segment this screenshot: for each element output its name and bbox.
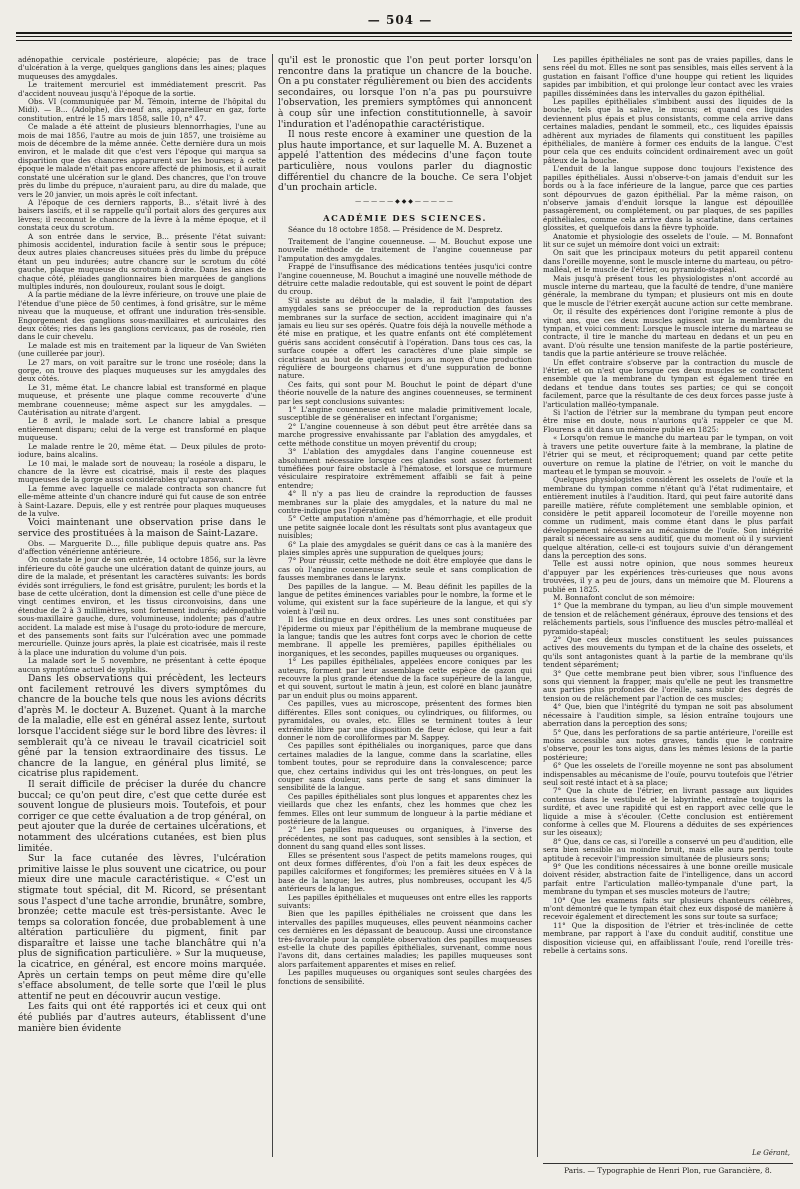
paragraph: 3° Que cette membrane peut bien vibrer, sous l'influence des sons qui viennent la frapper, mais qu'elle ne peut les transmettre aux parties plus profondes de l'oreille, sans subir des degrés de tension ou de relâchement par l'action de ces muscles; xyxy=(543,668,793,703)
paragraph: S'il assiste au début de la maladie, il fait l'amputation des amygdales sans se préoccuper de la reproduction des fausses membranes sur la surface de section, accident imaginaire qui n'a jamais eu lieu sur ses opérés. Quatre fois déjà la nouvelle méthode a été mise en pratique, et les quatre enfants ont été complétement guéris sans accident consécutif à l'opération. Dans tous ces cas, la surface coupée a offert les caractères d'une plaie simple se cicatrisant au bout de quelques jours au moyen d'une production régulière de bourgeons charnus et d'une suppuration de bonne nature. xyxy=(278,295,532,381)
paragraph: Quelques physiologistes considèrent les osselets de l'ouïe et la membrane du tympan comme n'étant qu'à l'état rudimentaire, et entièrement inutiles à l'audition. Itard, qui peut faire autorité dans pareille matière, réfute complétement une semblable opinion, et considère le petit appareil locomoteur de l'oreille moyenne non comme un rudiment, mais comme étant dans le plus parfait développement nécessaire au mécanisme de l'ouïe. Son intégrité paraît si nécessaire au sens auditif, que du moment où il y survient quelque altération, celle-ci est toujours suivie d'un dérangement dans la perception des sons. xyxy=(543,475,793,560)
paragraph: Les faits qui ont été rapportés ici et ceux qui ont été publiés par d'autres auteurs, établissent d'une manière bien évidente xyxy=(18,1002,266,1034)
section-heading: ACADÉMIE DES SCIENCES. xyxy=(323,213,487,224)
paragraph: L'enduit de la langue suppose donc toujours l'existence des papilles épithéliales. Aussi n'observe-t-on jamais d'enduit sur les bords ou à la face inférieure de la langue, parce que ces parties sont dépourvues de gazon épithélial. Par la même raison, on n'observe jamais d'enduit lorsque la langue est dépouillée passagèrement, ou complétement, ou par plaques, de ses papilles épithéliales, comme cela arrive dans la scarlatine, dans certaines glossites, et quelquefois dans la fièvre typhoïde. xyxy=(543,164,793,233)
page-number: — 504 — xyxy=(367,13,433,27)
paragraph: adénopathie cervicale postérieure, alopécie; pas de trace d'ulcération à la verge, quelques ganglions dans les aines; plaques muqueuses des amygdales. xyxy=(18,56,266,81)
paragraph: Telle est aussi notre opinion, que nous sommes heureux d'appuyer par les expériences très-curieuses que nous avons trouvées, il y a peu de jours, dans un mémoire que M. Flourens a publié en 1825. xyxy=(543,559,793,594)
paragraph: A l'époque de ces derniers rapports, B... s'était livré à des baisers lascifs, et il se rappelle qu'il portait alors des gerçures aux lèvres; il reconnut le chancre de la lèvre à la même époque, et il constata ceux du scrotum. xyxy=(18,197,266,233)
paragraph: Il serait difficile de préciser la durée du chancre buccal; ce qu'on peut dire, c'est que cette durée est souvent longue de plusieurs mois. Toutefois, et pour corriger ce que cette évaluation a de trop général, on peut ajouter que la durée de certaines ulcérations, et notamment des ulcérations cutanées, est bien plus limitée. xyxy=(18,779,266,854)
column-divider-1 xyxy=(272,54,273,1157)
column-3 xyxy=(543,56,793,1145)
manager-signature: Le Gérant, xyxy=(752,1149,790,1157)
paragraph: Anatomie et physiologie des osselets de l'ouïe. — M. Bonnafont lit sur ce sujet un mémoire dont voici un extrait: xyxy=(543,231,793,249)
paragraph: Si l'action de l'étrier sur la membrane du tympan peut encore être mise en doute, nous n'aurions qu'à rappeler ce que M. Flourens a dit dans un mémoire publié en 1825: xyxy=(543,408,793,434)
paragraph: Le 8 avril, le malade sort. Le chancre labial a presque entièrement disparu; celui de la verge est transformé en plaque muqueuse. xyxy=(18,416,266,443)
column-divider-2 xyxy=(537,54,538,1157)
paragraph: Ces papilles sont épithéliales ou inorganiques, parce que dans certaines maladies de la langue, comme dans la scarlatine, elles tombent toutes, pour se reproduire dans la convalescence; parce que, chez certains individus qui les ont très-longues, on peut les couper sans douleur, sans perte de sang et sans diminuer la sensibilité de la langue. xyxy=(278,741,532,793)
paragraph: 1° Que la membrane du tympan, au lieu d'un simple mouvement de tension et de relâchement généraux, éprouve des tensions et des relâchements partiels, sous l'influence des muscles pétro-malléal et pyramido-stapéal; xyxy=(543,601,793,636)
paragraph: Or, il résulte des expériences dont l'origine remonte à plus de vingt ans, que ces deux muscles agissent sur la membrane du tympan, et voici comment: Lorsque le muscle interne du marteau se contracte, il tire le manche du marteau en dedans et un peu en avant. D'où résulte une tension manifeste de la partie postérieure, tandis que la partie antérieure se trouve relâchée. xyxy=(543,307,793,359)
paragraph: 5° Que, dans les perforations de sa partie antérieure, l'oreille est moins accessible aux notes graves, tandis que le contraire s'observe, pour les tons aigus, dans les mêmes lésions de la partie postérieure; xyxy=(543,727,793,762)
paragraph: Sur la face cutanée des lèvres, l'ulcération primitive laisse le plus souvent une cicatrice, ou pour mieux dire une macule caractéristique. « C'est un stigmate tout spécial, dit M. Ricord, se présentant sous l'aspect d'une tache arrondie, brunâtre, sombre, bronzée; cette macule est très-persistante. Avec le temps sa coloration foncée, due probablement à une altération particulière du pigment, finit par disparaître et laisse une tache blanchâtre qui n'a plus de signification particulière. » Sur la muqueuse, la cicatrice, en général, est encore moins marquée. Après un certain temps on peut même dire qu'elle s'efface absolument, de telle sorte que l'œil le plus attentif ne peut en découvrir aucun vestige. xyxy=(18,854,266,1002)
paragraph: La malade sort le 5 novembre, ne présentant à cette époque aucun symptôme actuel de syphilis. xyxy=(18,656,266,674)
paragraph: Obs. VI (communiquée par M. Témoin, interne de l'hôpital du Midi). — B... (Adolphe), dix-neuf ans, appareilleur en gaz, forte constitution, entré le 15 mars 1858, salle 10, n° 47. xyxy=(18,97,266,123)
paragraph: 7° Que la chute de l'étrier, en livrant passage aux liquides contenus dans le vestibule et le labyrinthe, entraîne toujours la surdité, et avec une rapidité qui est en rapport avec celle que le liquide a mise à s'écouler. (Cette conclusion est entièrement conforme à celles que M. Flourens a déduites de ses expériences sur les oiseaux); xyxy=(543,786,793,838)
paragraph: Il nous reste encore à examiner une question de la plus haute importance, et sur laquelle M. A. Buzenet a appelé l'attention des médecins d'une façon toute particulière, nous voulons parler du diagnostic différentiel du chancre de la bouche. Ce sera l'objet d'un prochain article. xyxy=(278,130,532,194)
column-1 xyxy=(18,56,266,1161)
paragraph: La femme avec laquelle ce malade contracta son chancre fut elle-même atteinte d'un chancre induré qui fut cause de son entrée à Saint-Lazare. Depuis, elle y est rentrée pour plaques muqueuses de la vulve. xyxy=(18,483,266,518)
paragraph: Voici maintenant une observation prise dans le service des prostituées à la maison de Saint-Lazare. xyxy=(18,518,266,539)
paragraph: Les papilles épithéliales et muqueuses ont entre elles les rapports suivants: xyxy=(278,892,532,911)
paragraph: « Lorsqu'on remue le manche du marteau par le tympan, on voit à travers une petite ouverture faite à la membrane, la platine de l'étrier qui se meut, et réciproquement; quand par cette petite ouverture on remue la platine de l'étrier, on voit le manche du marteau et le tympan se mouvoir. » xyxy=(543,433,793,476)
paragraph: Traitement de l'angine couenneuse. — M. Bouchut expose une nouvelle méthode de traitement de l'angine couenneuse par l'amputation des amygdales. xyxy=(278,236,532,263)
paragraph: Ces faits, qui sont pour M. Bouchut le point de départ d'une théorie nouvelle de la nature des angines couenneuses, se terminent par les sept conclusions suivantes: xyxy=(278,379,532,406)
paragraph: Le malade rentre le 20, même état. — Deux pilules de proto-iodure, bains alcalins. xyxy=(18,441,266,460)
paragraph: 6° Que les osselets de l'oreille moyenne ne sont pas absolument indispensables au mécanisme de l'ouïe, pourvu toutefois que l'étrier seul soit resté intact et à sa place; xyxy=(543,761,793,787)
paragraph: 11° Que la disposition de l'étrier et très-inclinée de cette membrane, par rapport à l'axe du conduit auditif, constitue une disposition vicieuse qui, en affaiblissant l'ouïe, rend l'oreille très-rebelle à certains sons. xyxy=(543,920,793,956)
paragraph: Le 10 mai, le malade sort de nouveau; la roséole a disparu, le chancre de la lèvre est cicatrisé, mais il reste des plaques muqueuses de la gorge aussi considérables qu'auparavant. xyxy=(18,458,266,485)
paragraph: Obs. — Marguerite D..., fille publique depuis quatre ans. Pas d'affection vénérienne antérieure. xyxy=(18,538,266,556)
paragraph: Frappé de l'insuffisance des médications tentées jusqu'ici contre l'angine couenneuse, M. Bouchut a imaginé une nouvelle méthode de détruire cette maladie redoutable, qui est souvent le point de départ du croup. xyxy=(278,262,532,297)
paragraph: 9° Que les conditions nécessaires à une bonne oreille musicale doivent résider, abstraction faite de l'intelligence, dans un accord parfait entre l'articulation malléo-tympanale d'une part, la membrane du tympan et ses muscles moteurs de l'autre; xyxy=(543,862,793,897)
printer-imprint: Paris. — Typographie de Henri Plon, rue Garancière, 8. xyxy=(543,1163,793,1175)
paragraph: Bien que les papilles épithéliales ne croissent que dans les intervalles des papilles muqueuses, elles peuvent néanmoins cacher ces dernières en les dépassant de beaucoup. Aussi une circonstance très-favorable pour la complète observation des papilles muqueuses est-elle la chute des papilles épithéliales, survenant, comme nous l'avons dit, dans certaines maladies; les papilles muqueuses sont alors parfaitement apparentes et mises en relief. xyxy=(278,909,532,969)
paragraph: 3° L'ablation des amygdales dans l'angine couenneuse est absolument nécessaire lorsque ces glandes sont assez fortement tuméfiées pour faire obstacle à l'hématose, et lorsque ce murmure vésiculaire respiratoire extrêmement affaibli se fait à peine entendre; xyxy=(278,447,532,490)
header-rule-thin-2 xyxy=(16,40,792,41)
paragraph: Dans les observations qui précèdent, les lecteurs ont facilement retrouvé les divers symptômes du chancre de la bouche tels que nous les avions décrits d'après M. le docteur A. Buzenet. Quant à la marche de la maladie, elle est en général assez lente, surtout lorsque l'accident siége sur le bord libre des lèvres: il semblerait qu'à ce niveau le travail cicatriciel soit gêné par la tension extraordinaire des tissus. Le chancre de la langue, en général plus limité, se cicatrise plus rapidement. xyxy=(18,674,266,780)
paragraph: Le 31, même état. Le chancre labial est transformé en plaque muqueuse, et présente une plaque comme recouverte d'une membrane couenneuse; même aspect sur les amygdales. — Cautérisation au nitrate d'argent. xyxy=(18,382,266,418)
paragraph: 7° Pour réussir, cette méthode ne doit être employée que dans le cas où l'angine couenneuse existe seule et sans complication de fausses membranes dans le larynx. xyxy=(278,556,532,583)
paragraph: Les papilles muqueuses ou organiques sont seules chargées des fonctions de sensibilité. xyxy=(278,968,532,986)
header-rule-thin xyxy=(16,36,792,37)
paragraph: 1° L'angine couenneuse est une maladie primitivement locale, susceptible de se généraliser en infectant l'organisme; xyxy=(278,405,532,423)
paragraph: qu'il est le pronostic que l'on peut porter lorsqu'on rencontre dans la pratique un chancre de la bouche. On a pu constater régulièrement ou bien des accidents secondaires, ou lorsque l'on n'a pas pu poursuivre l'observation, les premiers symptômes qui annoncent à coup sûr une infection constitutionnelle, à savoir l'induration et l'adénopathie caractéristique. xyxy=(278,56,532,130)
paragraph: 2° L'angine couenneuse à son début peut être arrêtée dans sa marche progressive envahissante par l'ablation des amygdales, et cette méthode constitue un moyen préventif du croup; xyxy=(278,421,532,448)
paragraph: On sait que les principaux moteurs du petit appareil contenu dans l'oreille moyenne, sont le muscle interne du marteau, ou pétro-malléal, et le muscle de l'étrier, ou pyramido-stapéal. xyxy=(543,248,793,275)
paragraph: Mais jusqu'à présent tous les physiologistes n'ont accordé au muscle interne du marteau, que la faculté de tendre, d'une manière générale, la membrane du tympan; et plusieurs ont mis en doute que le muscle de l'étrier exerçât aucune action sur cette membrane. xyxy=(543,273,793,308)
paragraph: 5° Cette amputation n'amène pas d'hémorrhagie, et elle produit une petite saignée locale dont les résultats sont plus avantageux que nuisibles; xyxy=(278,514,532,541)
paragraph: Ces papilles épithéliales sont plus longues et apparentes chez les vieillards que chez les enfants, chez les hommes que chez les femmes. Elles ont leur summum de longueur à la partie médiane et postérieure de la langue. xyxy=(278,791,532,826)
paragraph: A la partie médiane de la lèvre inférieure, on trouve une plaie de l'étendue d'une pièce de 50 centimes, à fond grisâtre, sur le même niveau que la muqueuse, et offrant une induration très-sensible. Engorgement des ganglions sous-maxillaires et auriculaires des deux côtés; ries dans les ganglions cervicaux, pas de roséole, rien dans le cuir chevelu. xyxy=(18,290,266,342)
paragraph: Un effet contraire s'observe par la contraction du muscle de l'étrier, et on n'est que lorsque ces deux muscles se contractent ensemble que la membrane du tympan est également tirée en dedans et tendue dans toutes ses parties; ce qui se conçoit facilement, parce que la résultante de ces deux forces passe juste à l'articulation malléo-tympanale. xyxy=(543,357,793,409)
section-ornament: —————◆◆◆————— xyxy=(355,197,455,205)
paragraph: Les papilles épithéliales s'imbibent aussi des liquides de la bouche, tels que la salive, le mucus; et quand ces liquides deviennent plus épais et plus consistants, comme cela arrive dans certaines maladies, pendant le sommeil, etc., ces liquides épaissis adhèrent aux myriades de filaments qui constituent les papilles épithéliales, de manière à former ces enduits de la langue. C'est pour cela que ces enduits coïncident ordinairement avec un goût pâteux de la bouche. xyxy=(543,97,793,165)
paragraph: 2° Les papilles muqueuses ou organiques, à l'inverse des précédentes, ne sont pas caduques, sont sensibles à la section, et donnent du sang quand elles sont lisses. xyxy=(278,825,532,852)
paragraph: Ce malade a été atteint de plusieurs blennorrhagies, l'une au mois de mai 1856, l'autre au mois de juin 1857, une troisième au mois de décembre de la même année. Cette dernière dura un mois environ, et le malade dit que c'est vers l'époque qui marqua sa disparition que des chancres apparurent sur les bourses; à cette époque le malade n'était pas encore affecté de phimosis, et il aurait constaté une ulcération sur le gland. Des chancres, que l'on trouve près du limbe du prépuce, n'auraient paru, au dire du malade, que vers le 20 janvier, un mois après le coït infectant. xyxy=(18,122,266,199)
paragraph: 4° Que, bien que l'intégrité du tympan ne soit pas absolument nécessaire à l'audition simple, sa lésion entraîne toujours une aberration dans la perception des sons; xyxy=(543,702,793,729)
paragraph: 10° Que les examens faits sur plusieurs chanteurs célèbres, m'ont démontré que le tympan était chez eux disposé de manière à recevoir également et directement les sons sur toute sa surface; xyxy=(543,895,793,922)
paragraph: Ces papilles, vues au microscope, présentent des formes bien différentes. Elles sont coniques, ou cylindriques, ou filiformes, ou pyramidales, ou ovales, etc. Elles se terminent toutes à leur extrémité libre par une disposition de fleur éclose, qui leur a fait donner le nom de corolliformes par M. Sappey. xyxy=(278,699,532,742)
paragraph: On constate le jour de son entrée, 14 octobre 1856, sur la lèvre inférieure du côté gauche une ulcération datant de quinze jours, au dire de la malade, et présentant les caractères suivants: les bords évidés sont irréguliers, le fond est grisâtre, purulent; les bords et la base de cette ulcération, dont la dimension est celle d'une pièce de vingt centimes environ, et les tissus circonvoisins, dans une étendue de 2 à 3 millimètres, sont fortement indurés; adénopathie sous-maxillaire gauche, dure, volumineuse, indolente; pas d'autre accident. La malade est mise à l'usage du proto-iodure de mercure, et des pansements sont faits sur l'ulcération avec une pommade mercurielle. Quinze jours après, la plaie est cicatrisée, mais il reste à la place une induration du volume d'un pois. xyxy=(18,555,266,657)
paragraph: A son entrée dans le service, B... présente l'état suivant: phimosis accidentel, induration facile à sentir sous le prépuce; deux autres plaies chancreuses situées près du limbe du prépuce étant un peu indurées; autre chancre sur le scrotum du côté gauche, plaque muqueuse du scrotum à droite. Dans les aines de chaque côté, pléiades ganglionnaires bien marquées de ganglions multiples indurés, non douloureux, roulant sous le doigt. xyxy=(18,231,266,291)
paragraph: 1° Les papilles épithéliales, appelées encore coniques par les auteurs, forment par leur assemblage cette espèce de gazon qui recouvre la plus grande étendue de la face supérieure de la langue, et qui souvent, surtout le matin à jeun, est coloré en blanc jaunâtre par un enduit plus ou moins apparent. xyxy=(278,657,532,700)
paragraph: 4° Il n'y a pas lieu de craindre la reproduction de fausses membranes sur la plaie des amygdales, et la nature du mal ne contre-indique pas l'opération; xyxy=(278,489,532,515)
paragraph: M. Bonnafont conclut de son mémoire: xyxy=(553,593,695,602)
paragraph: 6° La plaie des amygdales se guérit dans ce cas à la manière des plaies simples après une suppuration de quelques jours; xyxy=(278,539,532,557)
header-rule-thick xyxy=(16,32,792,34)
paragraph: 8° Que, dans ce cas, si l'oreille a conservé un peu d'audition, elle sera bien sensible au moindre bruit, mais elle aura perdu toute aptitude à recevoir l'impression simultanée de plusieurs sons; xyxy=(543,836,793,863)
paragraph: Le traitement mercuriel est immédiatement prescrit. Pas d'accident nouveau jusqu'à l'époque de la sortie. xyxy=(18,80,266,98)
session-line: Séance du 18 octobre 1858. — Présidence de M. Despretz. xyxy=(288,224,503,234)
paragraph: Les papilles épithéliales ne sont pas de vraies papilles, dans le sens réel du mot. Elles ne sont pas sensibles, mais elles servent à la gustation en faisant l'office d'une houppe qui retient les liquides sapides par imbibition, et qui prolonge leur contact avec les vraies papilles disséminées dans les intervalles du gazon épithélial. xyxy=(543,56,793,98)
paragraph: Il les distingue en deux ordres. Les unes sont constituées par l'épiderme ou mieux par l'épithélium de la membrane muqueuse de la langue; tandis que les autres font corps avec le chorion de cette membrane. Il appelle les premières, papilles épithéliales ou inorganiques, et les secondes, papilles muqueuses ou organiques. xyxy=(278,615,532,658)
paragraph: 2° Que ces deux muscles constituent les seules puissances actives des mouvements du tympan et de la chaîne des osselets, et qu'ils sont antagonistes quant à la partie de la membrane qu'ils tendent séparément; xyxy=(543,635,793,670)
paragraph: Elles se présentent sous l'aspect de petits mamelons rouges, qui ont deux formes différentes, d'où l'on a fait les deux espèces de papilles calciformes et fongiformes; les premières situées en V à la base de la langue; les autres, plus nombreuses, occupant les 4/5 antérieurs de la langue. xyxy=(278,850,532,894)
paragraph: Des papilles de la langue. — M. Beau définit les papilles de la langue de petites éminences variables pour le nombre, la forme et le volume, qui existent sur la face supérieure de la langue, et qui s'y voient à l'œil nu. xyxy=(278,581,532,616)
paragraph: Le malade est mis en traitement par la liqueur de Van Swiéten (une cuillerée par jour). xyxy=(18,340,266,359)
paragraph: Le 27 mars, on voit paraître sur le tronc une roséole; dans la gorge, on trouve des plaques muqueuses sur les amygdales des deux côtés. xyxy=(18,357,266,384)
column-2 xyxy=(278,56,532,1161)
